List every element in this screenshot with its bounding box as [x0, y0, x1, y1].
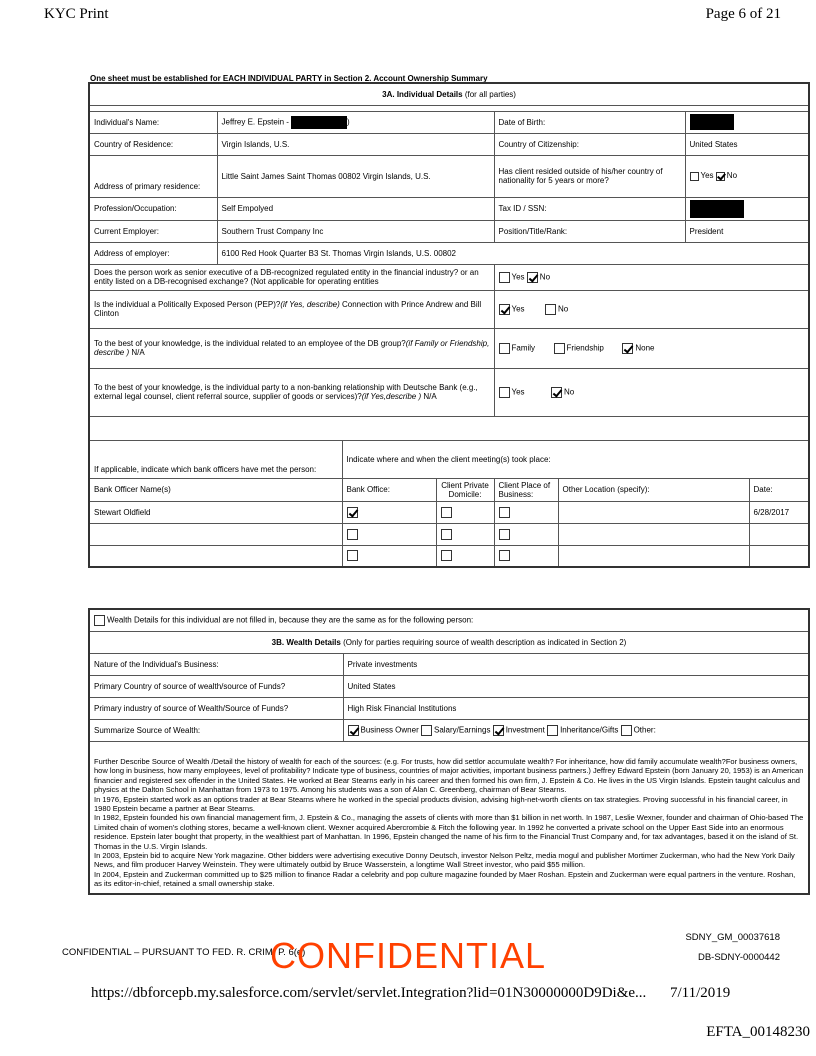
senior-exec-answer: Yes No [494, 264, 809, 290]
domicile-checkbox[interactable] [441, 507, 452, 518]
pep-yes-checkbox[interactable] [499, 304, 510, 315]
nonbanking-answer: Yes No [494, 368, 809, 416]
redaction-box [690, 200, 744, 218]
other-checkbox[interactable] [621, 725, 632, 736]
nonbanking-yes-checkbox[interactable] [499, 387, 510, 398]
table-row [89, 523, 809, 545]
employer-label: Current Employer: [89, 220, 217, 242]
confidential-notice: CONFIDENTIAL – PURSUANT TO FED. R. CRIM. P. 6(e) [62, 947, 306, 958]
address-label: Address of primary residence: [89, 155, 217, 197]
country-label: Primary Country of source of wealth/source of Funds? [89, 675, 343, 697]
place-of-business-checkbox[interactable] [499, 529, 510, 540]
print-url: https://dbforcepb.my.salesforce.com/servlet/servlet.Integration?lid=01N30000000D9Di&e... [91, 985, 647, 1001]
name-value: Jeffrey E. Epstein - ) [217, 111, 494, 133]
summary-label: Summarize Source of Wealth: [89, 719, 343, 741]
narrative-paragraph: In 2003, Epstein bid to acquire New York magazine. Other bidders were advertising executive Donny Deutsch, investor Nelson Peltz, media mogul and publisher Mortimer Zuckerman, who had the New York Daily News, and film producer Harvey Weinstein. They were ultimately outbid by Bruce Wasserstein, a longtime Wall Street investor, who paid $55 million. [94, 851, 795, 870]
bates-ids [685, 928, 780, 968]
narrative-paragraph: In 1982, Epstein founded his own financial management firm, J. Epstein & Co., managing the assets of clients with more than $1 billion in net worth. In 1987, Leslie Wexner, founder and chairman of Ohio-based The Limited chain of women's clothing stores, became a well-known client. Wexner acquired Abercrombie & Fitch the following year. In 1992 he converted a private school on the Upper East Side into an enormous residence. Epstein later bought that property, in the wealthiest part of Manhattan. In 1996, Epstein changed the name of his firm to the Financial Trust Company and, for tax advantages, based it on the island of St. Thomas in the U.S. Virgin Islands. [94, 813, 804, 851]
taxid-value [685, 197, 809, 220]
summary-options: Business Owner Salary/Earnings Investment Inheritance/Gifts Other: [343, 719, 809, 741]
wealth-details-table [88, 608, 810, 895]
none-checkbox[interactable] [622, 343, 633, 354]
employer-address-label: Address of employer: [89, 242, 217, 264]
pep-no-checkbox[interactable] [545, 304, 556, 315]
profession-value: Self Empolyed [217, 197, 494, 220]
senior-exec-question: Does the person work as senior executive of a DB-recognized regulated entity in the financial industry? or an entity listed on a DB-recognised exchange? (Not applicable for operating entities [89, 264, 494, 290]
nature-label: Nature of the Individual's Business: [89, 653, 343, 675]
dob-value [685, 111, 809, 133]
print-header-title: KYC Print [44, 6, 109, 22]
col-other-location: Other Location (specify): [558, 478, 749, 501]
pep-answer: Yes No [494, 290, 809, 328]
same-as-row: Wealth Details for this individual are not filled in, because they are the same as for the following person: [89, 609, 809, 631]
dob-label: Date of Birth: [494, 111, 685, 133]
domicile-checkbox[interactable] [441, 550, 452, 561]
meeting-question: Indicate where and when the client meeting(s) took place: [342, 440, 809, 478]
industry-label: Primary industry of source of Wealth/Source of Funds? [89, 697, 343, 719]
citizenship-value: United States [685, 133, 809, 155]
pep-question: Is the individual a Politically Exposed Person (PEP)?(if Yes, describe) Connection with Prince Andrew and Bill Clinton [89, 290, 494, 328]
wealth-narrative [89, 753, 809, 894]
resided-answer: Yes No [685, 155, 809, 197]
print-date: 7/11/2019 [670, 985, 731, 1001]
friendship-checkbox[interactable] [554, 343, 565, 354]
col-place-of-business: Client Place of Business: [494, 478, 558, 501]
citizenship-label: Country of Citizenship: [494, 133, 685, 155]
residence-label: Country of Residence: [89, 133, 217, 155]
profession-label: Profession/Occupation: [89, 197, 217, 220]
col-date: Date: [749, 478, 809, 501]
position-label: Position/Title/Rank: [494, 220, 685, 242]
narrative-paragraph: In 2004, Epstein and Zuckerman committed up to $25 million to finance Radar a celebrity and pop culture magazine founded by Maer Roshan. Epstein and Zuckerman were equal partners in the venture. Roshan, as its editor-in-chief, retained a small ownership stake. [94, 869, 796, 889]
section-3b-title: 3B. Wealth Details (Only for parties requiring source of wealth description as indicated in Section 2) [89, 631, 809, 653]
nonbanking-no-checkbox[interactable] [551, 387, 562, 398]
same-as-checkbox[interactable] [94, 615, 105, 626]
individual-details-table [88, 82, 810, 568]
resided-yes-checkbox[interactable] [690, 172, 699, 181]
officer-name: Stewart Oldfield [89, 501, 342, 523]
senior-yes-checkbox[interactable] [499, 272, 510, 283]
employer-value: Southern Trust Company Inc [217, 220, 494, 242]
senior-no-checkbox[interactable] [527, 272, 538, 283]
name-label: Individual's Name: [89, 111, 217, 133]
redaction-box [291, 116, 347, 129]
business-owner-checkbox[interactable] [348, 725, 359, 736]
taxid-label: Tax ID / SSN: [494, 197, 685, 220]
officers-question: If applicable, indicate which bank officers have met the person: [89, 440, 342, 478]
table-row [89, 545, 809, 567]
related-question: To the best of your knowledge, is the individual related to an employee of the DB group?(if Family or Friendship, describe ) N/A [89, 328, 494, 368]
nature-value: Private investments [343, 653, 809, 675]
employer-address-value: 6100 Red Hook Quarter B3 St. Thomas Virgin Islands, U.S. 00802 [217, 242, 809, 264]
place-of-business-checkbox[interactable] [499, 550, 510, 561]
place-of-business-checkbox[interactable] [499, 507, 510, 518]
residence-value: Virgin Islands, U.S. [217, 133, 494, 155]
resided-no-checkbox[interactable] [716, 172, 725, 181]
inheritance-checkbox[interactable] [547, 725, 558, 736]
bank-office-checkbox[interactable] [347, 507, 358, 518]
page-number: Page 6 of 21 [705, 6, 781, 22]
bates-id-sdny: SDNY_GM_00037618 [685, 932, 780, 943]
narrative-paragraph: Further Describe Source of Wealth /Detail the history of wealth for each of the sources: (e.g. For trusts, how did settlor accumulate wealth? For inheritance, how did family accumulate wealth?For business owners, how long in business, how many employees, level of profitability? Indicate type of business, countries of major activities, important business partners.) Jeffrey Edward Epstein (born January 20, 1953) is an American financier and registered sex offender in the United States. He worked at Bear Stearns early in his career and then formed his own firm, J. Epstein & Co. He lives in the US Virgin Islands. Epstein taught calculus and physics at the Dalton School in Manhattan from 1973 to 1975. Among his students was a son of Alan C. Greenberg, chairman of Bear Stearns. [94, 757, 804, 795]
table-row [89, 501, 809, 523]
col-private-domicile: Client Private Domicile: [436, 478, 494, 501]
bates-id-db: DB-SDNY-0000442 [697, 952, 780, 963]
related-answer: Family Friendship None [494, 328, 809, 368]
confidential-stamp: CONFIDENTIAL [270, 935, 547, 976]
col-bank-office: Bank Office: [342, 478, 436, 501]
redaction-box [690, 114, 734, 130]
col-bank-officer: Bank Officer Name(s) [89, 478, 342, 501]
family-checkbox[interactable] [499, 343, 510, 354]
country-value: United States [343, 675, 809, 697]
position-value: President [685, 220, 809, 242]
section-3a-title: 3A. Individual Details (for all parties) [89, 83, 809, 105]
meeting-date: 6/28/2017 [749, 501, 809, 523]
investment-checkbox[interactable] [493, 725, 504, 736]
bank-office-checkbox[interactable] [347, 529, 358, 540]
domicile-checkbox[interactable] [441, 529, 452, 540]
narrative-paragraph: In 1976, Epstein started work as an options trader at Bear Stearns where he worked in the special products division, advising high-net-worth clients on tax strategies. Proving successful in his financial career, in 1980 Epstein became a partner at Bear Stearns. [94, 794, 788, 814]
efta-id: EFTA_00148230 [706, 1024, 810, 1040]
industry-value: High Risk Financial Institutions [343, 697, 809, 719]
address-value: Little Saint James Saint Thomas 00802 Virgin Islands, U.S. [217, 155, 494, 197]
nonbanking-question: To the best of your knowledge, is the individual party to a non-banking relationship with Deutsche Bank (e.g., external legal counsel, client referral source, supplier of goods or services)?(if Yes,describe ) N/A [89, 368, 494, 416]
resided-question: Has client resided outside of his/her country of nationality for 5 years or more? [494, 155, 685, 197]
bank-office-checkbox[interactable] [347, 550, 358, 561]
salary-checkbox[interactable] [421, 725, 432, 736]
instructions-line: One sheet must be established for EACH INDIVIDUAL PARTY in Section 2. Account Ownership Summary [90, 74, 488, 83]
